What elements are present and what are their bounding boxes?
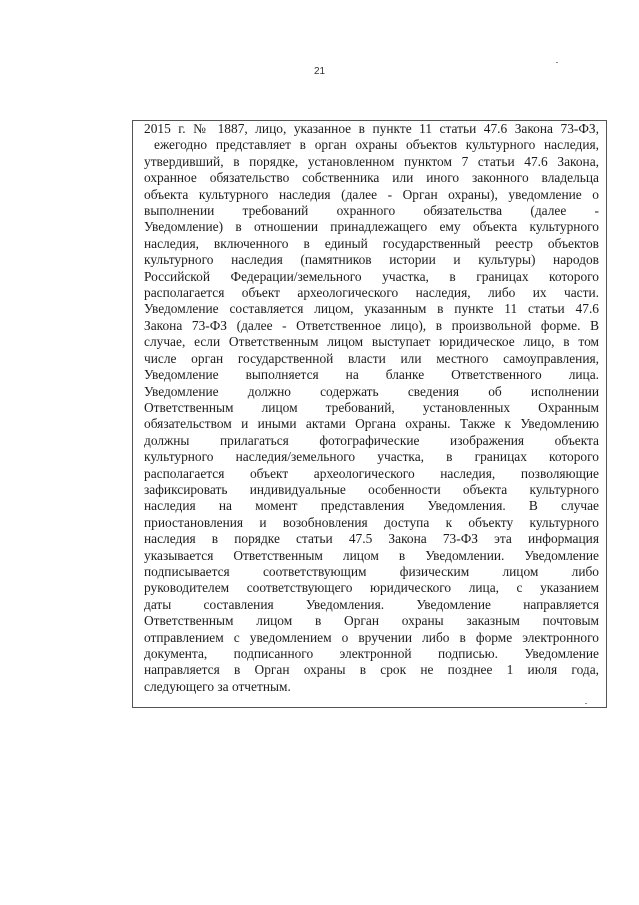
- text-line: случае, если Ответственным лицом выступает юридическое лицо, в том: [144, 334, 599, 350]
- text-line: 2015 г. № 1887, лицо, указанное в пункте 11 статьи 47.6 Закона 73-ФЗ,: [144, 121, 599, 136]
- text-line: выполнении требований охранного обязательства (далее -: [144, 203, 599, 219]
- text-line: объекта культурного наследия (далее - Орган охраны), уведомление о: [144, 186, 599, 202]
- text-line: располагается объект археологического наследия, позволяющие: [144, 465, 599, 481]
- text-line: Ответственным лицом в Орган охраны заказным почтовым: [144, 613, 599, 629]
- text-line: охранное обязательство собственника или иного законного владельца: [144, 170, 599, 186]
- text-line: даты составления Уведомления. Уведомление направляется: [144, 596, 599, 612]
- text-line: Уведомление выполняется на бланке Ответственного лица.: [144, 367, 599, 383]
- page-number: 21: [313, 66, 326, 77]
- text-line: подписывается соответствующим физическим лицом либо: [144, 563, 599, 579]
- text-line: культурного наследия (памятников истории и культуры) народов: [144, 252, 599, 268]
- text-line: Закона 73-ФЗ (далее - Ответственное лицо), в произвольной форме. В: [144, 317, 599, 333]
- text-line: документа, подписанного электронной подписью. Уведомление: [144, 646, 599, 661]
- text-line: располагается объект археологического наследия, либо их части.: [144, 285, 599, 301]
- text-line: руководителем соответствующего юридического лица, с указанием: [144, 580, 599, 596]
- text-line: Уведомление составляется лицом, указанным в пункте 11 статьи 47.6: [144, 301, 599, 317]
- text-line: направляется в Орган охраны в срок не позднее 1 июля года,: [144, 662, 599, 678]
- text-line: наследия на момент представления Уведомления. В случае: [144, 498, 599, 514]
- text-line: указывается Ответственным лицом в Уведомлении. Уведомление: [144, 547, 599, 563]
- text-line: следующего за отчетным.: [144, 678, 291, 694]
- text-line: обязательством и иными актами Органа охраны. Также к Уведомлению: [144, 416, 599, 432]
- text-line: утвердивший, в порядке, установленном пунктом 7 статьи 47.6 Закона,: [144, 153, 599, 169]
- text-line: Уведомление) в отношении принадлежащего ему объекта культурного: [144, 219, 599, 235]
- text-line: Ответственным лицом требований, установленных Охранным: [144, 399, 599, 415]
- text-line: наследия, включенного в единый государственный реестр объектов: [144, 235, 599, 251]
- body-text: [144, 121, 599, 695]
- text-line: приостановления и возобновления доступа к объекту культурного: [144, 514, 599, 530]
- text-line: Уведомление должно содержать сведения об исполнении: [144, 383, 599, 399]
- text-line: числе орган государственной власти или местного самоуправления,: [144, 350, 599, 366]
- text-line: отправлением с уведомлением о вручении либо в форме электронного: [144, 629, 599, 645]
- text-line: Российской Федерации/земельного участка, в границах которого: [144, 268, 599, 284]
- text-line: зафиксировать индивидуальные особенности объекта культурного: [144, 481, 599, 497]
- text-line: ежегодно представляет в орган охраны объектов культурного наследия,: [154, 137, 599, 153]
- text-line: наследия в порядке статьи 47.5 Закона 73-ФЗ эта информация: [144, 531, 599, 547]
- scan-speck: [556, 62, 558, 63]
- text-line: культурного наследия/земельного участка, в границах которого: [144, 449, 599, 465]
- text-line: должны прилагаться фотографические изображения объекта: [144, 432, 599, 448]
